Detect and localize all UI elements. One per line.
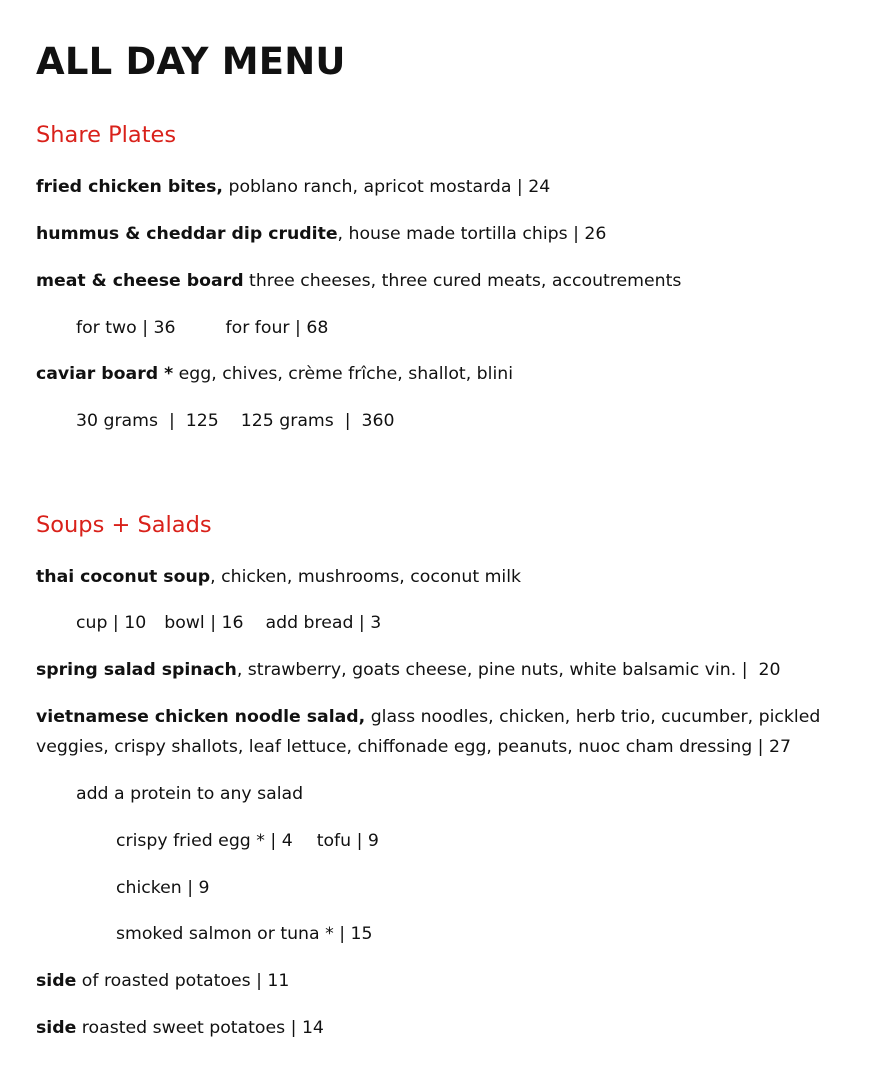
caviar-board-sizes <box>76 406 395 436</box>
item-name: side <box>36 1018 77 1038</box>
item-description: , chicken, mushrooms, coconut milk <box>210 567 522 587</box>
item-description: roasted sweet potatoes | 14 <box>76 1018 324 1038</box>
item-name: thai coconut soup <box>36 567 211 587</box>
item-description: , strawberry, goats cheese, pine nuts, white balsamic vin. | 20 <box>236 660 781 680</box>
menu-item-spring-salad <box>36 655 781 685</box>
item-name: side <box>36 971 77 991</box>
item-name: meat & cheese board <box>36 271 244 291</box>
item-name: hummus & cheddar dip crudite <box>36 224 338 244</box>
protein-option: smoked salmon or tuna * | 15 <box>116 924 373 944</box>
size-option: 125 grams | 360 <box>240 411 395 431</box>
size-option: for four | 68 <box>225 318 329 338</box>
protein-option: crispy fried egg * | 4 <box>116 831 293 851</box>
size-option: add bread | 3 <box>265 613 382 633</box>
item-description: , house made tortilla chips | 26 <box>337 224 607 244</box>
size-option: for two | 36 <box>76 318 176 338</box>
size-option: cup | 10 <box>76 613 147 633</box>
meat-cheese-board-sizes <box>76 313 328 343</box>
page-title: ALL DAY MENU <box>36 40 346 83</box>
section-heading-soups-salads: Soups + Salads <box>36 512 212 538</box>
protein-add-on-intro: add a protein to any salad <box>76 784 304 804</box>
item-name: vietnamese chicken noodle salad, <box>36 707 366 727</box>
item-description: glass noodles, chicken, herb trio, cucumber, pickled veggies, crispy shallots, leaf lettuce, chiffonade egg, peanuts, nuoc cham dressing | 27 <box>36 707 821 757</box>
item-description: poblano ranch, apricot mostarda | 24 <box>222 177 551 197</box>
menu-item-hummus-dip <box>36 219 606 249</box>
menu-item-thai-coconut-soup <box>36 562 521 592</box>
menu-item-vietnamese-noodle-salad <box>36 702 848 762</box>
menu-item-side-roasted-potatoes <box>36 966 289 996</box>
thai-soup-sizes <box>76 608 381 638</box>
item-name: fried chicken bites, <box>36 177 223 197</box>
menu-item-caviar-board <box>36 359 513 389</box>
menu-item-meat-cheese-board <box>36 266 681 296</box>
item-name: caviar board * <box>36 364 174 384</box>
item-description: three cheeses, three cured meats, accoutrements <box>243 271 682 291</box>
section-heading-share-plates: Share Plates <box>36 122 177 148</box>
protein-option: tofu | 9 <box>316 831 379 851</box>
menu-item-fried-chicken-bites <box>36 172 550 202</box>
menu-item-side-sweet-potatoes <box>36 1013 324 1043</box>
protein-option: chicken | 9 <box>116 878 210 898</box>
item-name: spring salad spinach <box>36 660 237 680</box>
item-description: of roasted potatoes | 11 <box>76 971 290 991</box>
size-option: bowl | 16 <box>164 613 244 633</box>
protein-options-row <box>116 826 379 856</box>
size-option: 30 grams | 125 <box>76 411 219 431</box>
item-description: egg, chives, crème frîche, shallot, blini <box>173 364 514 384</box>
